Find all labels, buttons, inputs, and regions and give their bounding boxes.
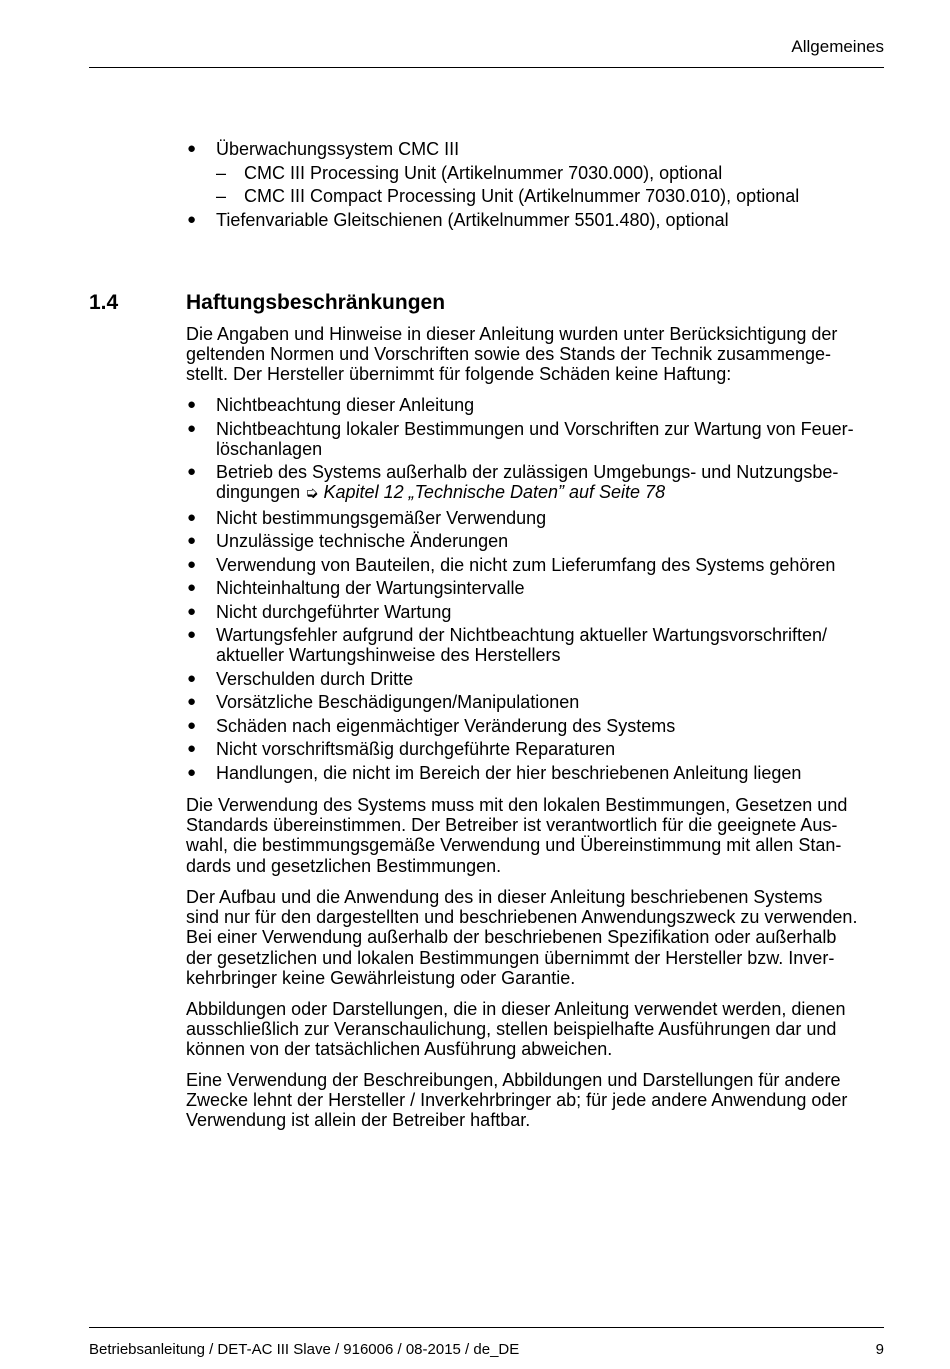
list-item-text: Vorsätzliche Beschädigungen/Manipulationen	[216, 692, 580, 712]
text-line: Verwendung ist allein der Betreiber haftbar.	[186, 1110, 531, 1131]
text-line: Die Verwendung des Systems muss mit den lokalen Bestimmungen, Gesetzen und	[186, 795, 848, 815]
list-item-text: Nicht durchgeführter Wartung	[216, 601, 452, 622]
bullet-icon: ●	[187, 396, 197, 413]
section-title: Haftungsbeschränkungen	[186, 291, 446, 314]
list-item-text: aktueller Wartungshinweise des Herstellers	[216, 645, 561, 665]
arrow-reference-icon: ➭	[305, 485, 319, 502]
bullet-icon: ●	[187, 716, 197, 734]
body-paragraph	[186, 1070, 886, 1131]
sub-list	[216, 163, 799, 207]
list-item	[186, 669, 854, 689]
section-number: 1.4	[89, 291, 119, 314]
bullet-icon: ●	[187, 602, 197, 620]
bullet-icon: ●	[187, 740, 197, 757]
text-line: sind nur für den dargestellten und beschriebenen Anwendungszweck zu verwenden.	[186, 907, 858, 928]
bullet-icon: ●	[187, 693, 197, 710]
list-item	[186, 210, 799, 230]
list-item-text: Überwachungssystem CMC III	[216, 139, 460, 159]
sub-list-item-text: CMC III Processing Unit (Artikelnummer 7030.000), optional	[244, 162, 723, 183]
text-line: geltenden Normen und Vorschriften sowie des Stands der Technik zusammenge-	[186, 344, 832, 365]
list-item-text: Nichtbeachtung lokaler Bestimmungen und Vorschriften zur Wartung von Feuer-	[216, 418, 854, 439]
header-title: Allgemeines	[791, 37, 884, 56]
list-item	[186, 419, 854, 459]
bullet-icon: ●	[187, 626, 197, 643]
list-item-text: Nichtbeachtung dieser Anleitung	[216, 395, 475, 415]
list-item	[186, 508, 854, 528]
text-line: wahl, die bestimmungsgemäße Verwendung und Übereinstimmung mit allen Stan-	[186, 835, 842, 856]
list-item	[186, 602, 854, 622]
list-item-text: Unzulässige technische Änderungen	[216, 531, 509, 551]
crossref-text: Kapitel 12 „Technische Daten” auf Seite 78	[323, 482, 666, 502]
sub-list-item-text: CMC III Compact Processing Unit (Artikelnummer 7030.010), optional	[244, 186, 800, 206]
dash-icon: –	[216, 186, 227, 206]
bullet-icon: ●	[187, 763, 197, 781]
list-item-text: löschanlagen	[216, 438, 323, 459]
list-item	[186, 462, 854, 504]
list-item-text: dingungen	[216, 482, 301, 502]
list-item-text: Nicht bestimmungsgemäßer Verwendung	[216, 507, 547, 528]
list-item-text: Verschulden durch Dritte	[216, 668, 414, 689]
text-line: der gesetzlichen und lokalen Bestimmungen übernimmt der Hersteller bzw. Inver-	[186, 947, 835, 968]
bullet-icon: ●	[187, 669, 197, 687]
bullet-icon: ●	[187, 555, 197, 573]
text-line: dards und gesetzlichen Bestimmungen.	[186, 855, 502, 876]
list-item	[186, 531, 854, 551]
list-item	[186, 395, 854, 415]
list-item-text: Nicht vorschriftsmäßig durchgeführte Reparaturen	[216, 739, 616, 759]
text-line: Die Angaben und Hinweise in dieser Anleitung wurden unter Berücksichtigung der	[186, 324, 838, 344]
list-item	[186, 692, 854, 712]
list-item	[186, 625, 854, 665]
intro-paragraph	[186, 324, 886, 385]
list-item	[186, 763, 854, 783]
bullet-icon: ●	[187, 463, 197, 480]
footer-divider	[89, 1327, 884, 1328]
text-line: können von der tatsächlichen Ausführung abweichen.	[186, 1039, 613, 1060]
list-item-text: Handlungen, die nicht im Bereich der hier beschriebenen Anleitung liegen	[216, 762, 802, 783]
crossref-link[interactable]	[305, 482, 665, 502]
list-item	[186, 139, 799, 206]
bullet-icon: ●	[187, 140, 197, 157]
text-line: kehrbringer keine Gewährleistung oder Garantie.	[186, 967, 576, 988]
sub-list-item	[216, 163, 799, 183]
text-line: Standards übereinstimmen. Der Betreiber ist verantwortlich für die geeignete Aus-	[186, 815, 838, 836]
list-item	[186, 716, 854, 736]
text-line: Bei einer Verwendung außerhalb der beschriebenen Spezifikation oder außerhalb	[186, 927, 837, 948]
text-line: ausschließlich zur Veranschaulichung, stellen beispielhafte Ausführungen dar und	[186, 1019, 837, 1040]
text-line: stellt. Der Hersteller übernimmt für folgende Schäden keine Haftung:	[186, 364, 732, 385]
list-item	[186, 739, 854, 759]
list-item-text: Schäden nach eigenmächtiger Veränderung des Systems	[216, 715, 676, 736]
text-line: Der Aufbau und die Anwendung des in dieser Anleitung beschriebenen Systems	[186, 887, 823, 907]
bullet-icon: ●	[187, 508, 197, 526]
section-heading	[89, 291, 445, 315]
bullet-icon: ●	[187, 419, 197, 437]
header-divider	[89, 67, 884, 68]
body-paragraph	[186, 795, 886, 876]
list-item	[186, 555, 854, 575]
bullet-icon: ●	[187, 579, 197, 596]
text-line: Eine Verwendung der Beschreibungen, Abbildungen und Darstellungen für andere	[186, 1070, 841, 1090]
sub-list-item	[216, 186, 799, 206]
footer-document-info: Betriebsanleitung / DET-AC III Slave / 916006 / 08-2015 / de_DE	[89, 1341, 520, 1358]
dash-icon: –	[216, 162, 227, 183]
list-item-text: Tiefenvariable Gleitschienen (Artikelnummer 5501.480), optional	[216, 209, 729, 230]
list-item-text: Verwendung von Bauteilen, die nicht zum Lieferumfang des Systems gehören	[216, 554, 836, 575]
accessories-list	[186, 139, 799, 233]
body-paragraph	[186, 887, 886, 988]
list-item-text: Betrieb des Systems außerhalb der zulässigen Umgebungs- und Nutzungsbe-	[216, 462, 839, 482]
bullet-icon: ●	[187, 210, 197, 228]
text-line: Zwecke lehnt der Hersteller / Inverkehrbringer ab; für jede andere Anwendung oder	[186, 1090, 848, 1111]
bullet-icon: ●	[187, 532, 197, 549]
list-item	[186, 578, 854, 598]
list-item-text: Nichteinhaltung der Wartungsintervalle	[216, 578, 525, 598]
body-paragraph	[186, 999, 886, 1060]
list-item-text: Wartungsfehler aufgrund der Nichtbeachtung aktueller Wartungsvorschriften/	[216, 625, 827, 645]
text-line: Abbildungen oder Darstellungen, die in dieser Anleitung verwendet werden, dienen	[186, 999, 846, 1019]
page-number: 9	[875, 1341, 884, 1358]
liability-list	[186, 395, 854, 786]
